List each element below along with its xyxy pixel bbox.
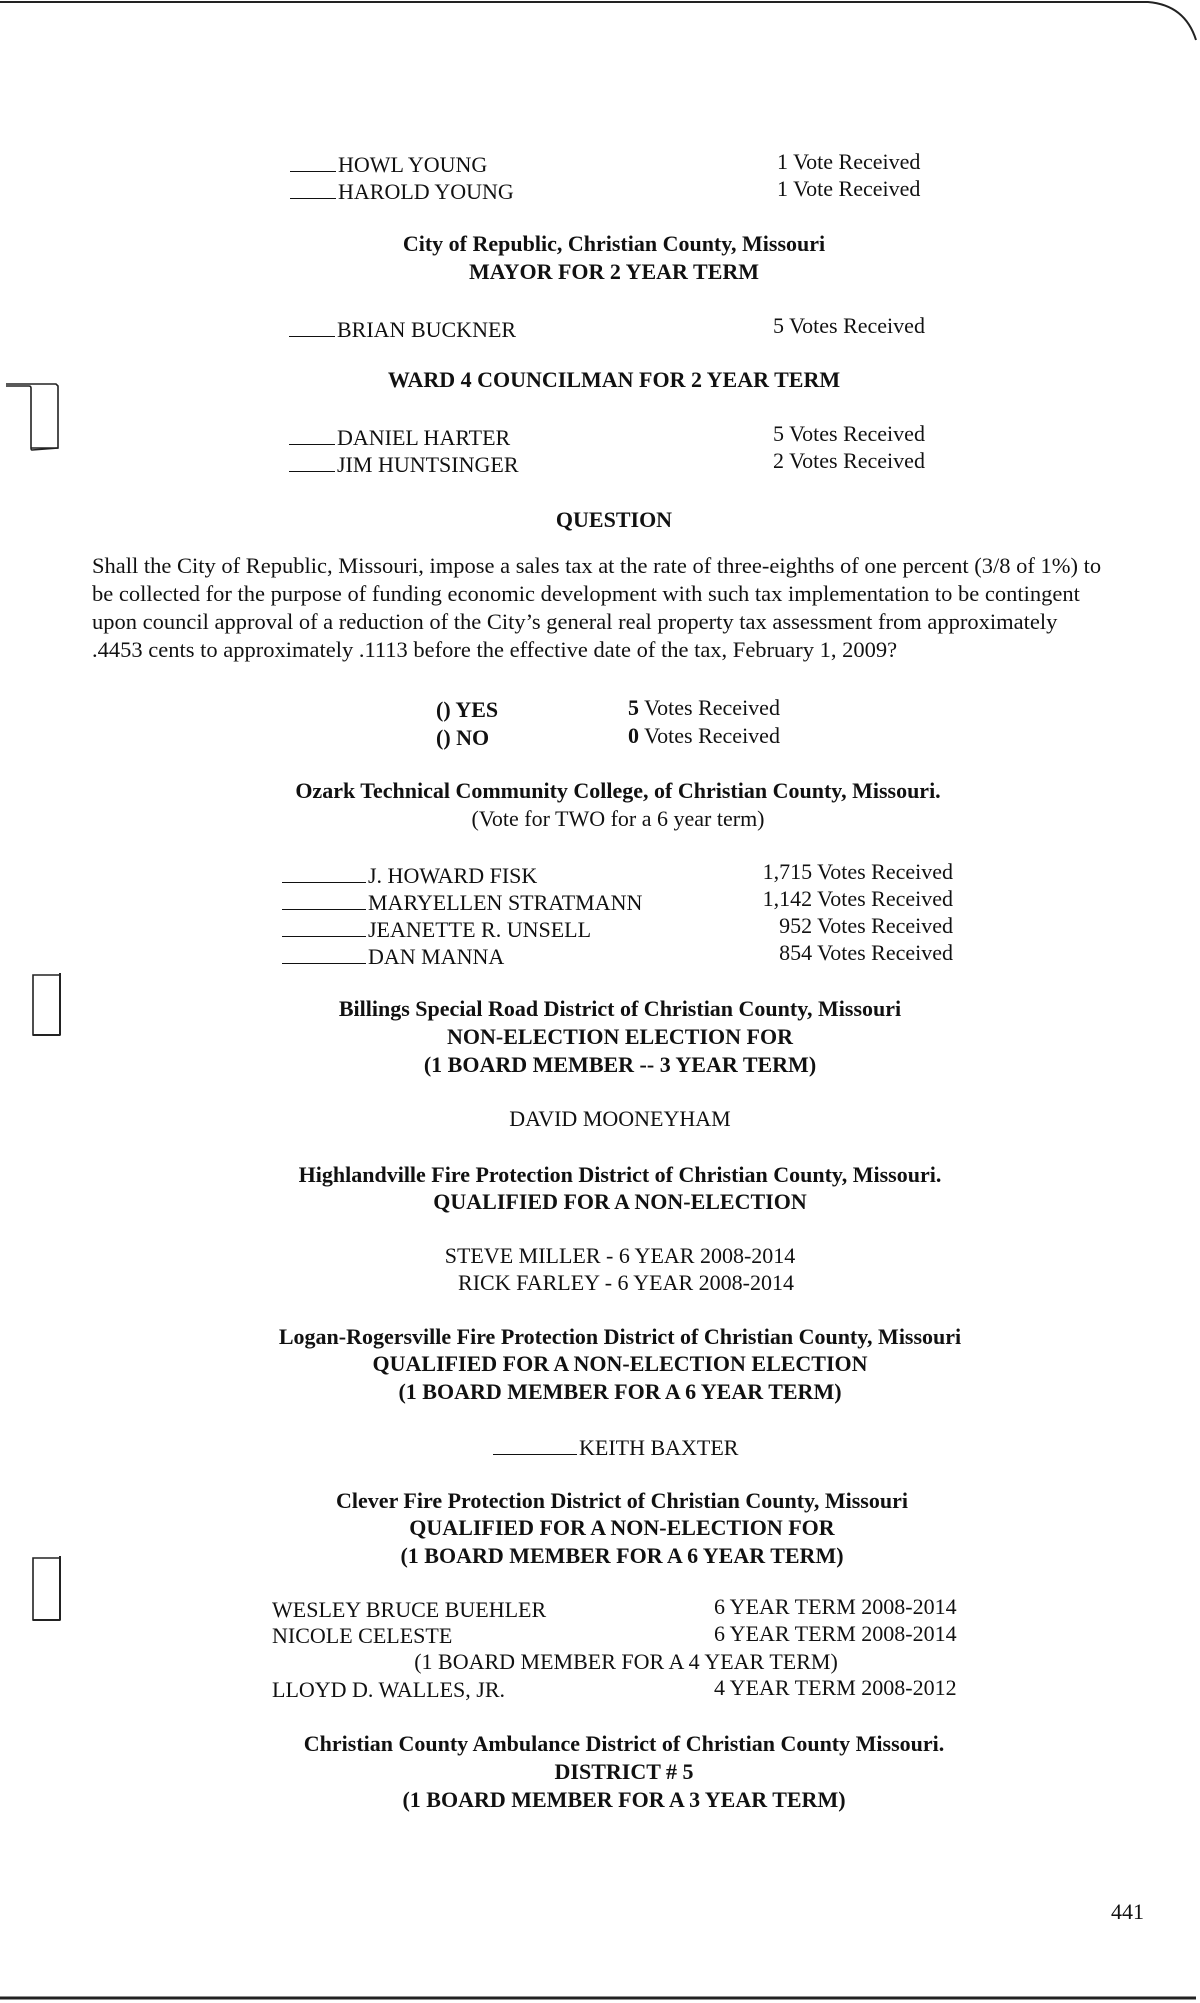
vote-count: 1,715 Votes Received (762, 859, 953, 884)
section-subheading: (1 BOARD MEMBER FOR A 4 YEAR TERM) (414, 1649, 838, 1674)
option-count: 5 (628, 695, 639, 720)
candidate-row (289, 316, 516, 343)
vote-count: 1,142 Votes Received (762, 886, 953, 911)
section-heading: Ozark Technical Community College, of Christian County, Missouri. (295, 778, 941, 803)
member-term: 6 YEAR TERM 2008-2014 (714, 1594, 957, 1619)
blank-line (289, 424, 335, 445)
vote-count: 1 Vote Received (777, 176, 921, 201)
blank-line (289, 451, 335, 472)
section-subheading: (1 BOARD MEMBER -- 3 YEAR TERM) (423, 1052, 817, 1077)
blank-line (289, 316, 335, 337)
section-subheading: QUALIFIED FOR A NON-ELECTION (433, 1189, 807, 1214)
blank-line (290, 151, 336, 172)
candidate-name: KEITH BAXTER (579, 1435, 739, 1460)
blank-line (290, 178, 336, 199)
option-label: () NO (436, 725, 490, 750)
question-text: Shall the City of Republic, Missouri, impose a sales tax at the rate of three-eighths of one percent (3/8 of 1%) to be collected for the purpose of funding economic development with such tax implementation to be contingent upon council approval of a reduction of the City’s general real property tax assessment from approximately .4453 cents to approximately .1113 before the effective date of the tax, February 1, 2009? (92, 553, 1102, 662)
candidate-row (289, 451, 519, 478)
candidate-name: DAN MANNA (368, 944, 505, 969)
candidate-name: MARYELLEN STRATMANN (368, 890, 643, 915)
vote-count: 1 Vote Received (777, 149, 921, 174)
option-votes (628, 695, 780, 721)
option-votes (628, 723, 780, 749)
candidate-row (290, 151, 487, 178)
section-heading: Clever Fire Protection District of Christian County, Missouri (336, 1488, 908, 1513)
section-subheading: MAYOR FOR 2 YEAR TERM (468, 259, 760, 284)
page-number: 441 (1111, 1899, 1144, 1924)
member-name: LLOYD D. WALLES, JR. (272, 1677, 506, 1702)
member-term: 6 YEAR TERM 2008-2014 (714, 1621, 957, 1646)
candidate-name: DAVID MOONEYHAM (509, 1106, 731, 1131)
vote-count: 952 Votes Received (779, 913, 953, 938)
candidate-row (282, 889, 642, 916)
section-heading: Christian County Ambulance District of Christian County Missouri. (303, 1731, 945, 1756)
option-count: 0 (628, 723, 639, 748)
blank-line (493, 1434, 577, 1455)
option-votes-label: Votes Received (644, 723, 780, 748)
section-heading: Highlandville Fire Protection District of Christian County, Missouri. (298, 1162, 942, 1187)
candidate-name: HAROLD YOUNG (338, 179, 514, 204)
punch-hole-3 (33, 1556, 60, 1620)
punch-hole-1 (6, 384, 58, 450)
section-subheading: DISTRICT # 5 (554, 1759, 694, 1784)
section-subheading: (Vote for TWO for a 6 year term) (471, 806, 765, 831)
section-subheading: QUALIFIED FOR A NON-ELECTION ELECTION (372, 1351, 868, 1376)
candidate-name: RICK FARLEY - 6 YEAR 2008-2014 (458, 1270, 794, 1295)
section-subheading: (1 BOARD MEMBER FOR A 3 YEAR TERM) (402, 1787, 846, 1812)
section-heading: City of Republic, Christian County, Missouri (402, 231, 826, 256)
punch-hole-2 (33, 973, 60, 1035)
option-votes-label: Votes Received (644, 695, 780, 720)
candidate-name: BRIAN BUCKNER (337, 317, 517, 342)
section-subheading: QUALIFIED FOR A NON-ELECTION FOR (409, 1515, 835, 1540)
vote-count: 854 Votes Received (779, 940, 953, 965)
candidate-row (493, 1434, 738, 1461)
candidate-name: JEANETTE R. UNSELL (368, 917, 592, 942)
blank-line (282, 916, 366, 937)
candidate-name: J. HOWARD FISK (368, 863, 538, 888)
section-heading: Billings Special Road District of Christian County, Missouri (338, 996, 902, 1021)
member-name: WESLEY BRUCE BUEHLER (272, 1597, 547, 1622)
candidate-row (290, 178, 514, 205)
vote-count: 2 Votes Received (773, 448, 925, 473)
candidate-row (282, 916, 591, 943)
vote-count: 5 Votes Received (773, 421, 925, 446)
candidate-name: DANIEL HARTER (337, 425, 511, 450)
blank-line (282, 943, 366, 964)
section-subheading: WARD 4 COUNCILMAN FOR 2 YEAR TERM (387, 367, 841, 392)
vote-count: 5 Votes Received (773, 313, 925, 338)
candidate-name: JIM HUNTSINGER (337, 452, 519, 477)
member-term: 4 YEAR TERM 2008-2012 (714, 1675, 957, 1700)
candidate-name: HOWL YOUNG (338, 152, 488, 177)
section-subheading: NON-ELECTION ELECTION FOR (447, 1024, 793, 1049)
question-title: QUESTION (555, 507, 673, 532)
candidate-row (282, 943, 504, 970)
candidate-name: STEVE MILLER - 6 YEAR 2008-2014 (444, 1243, 796, 1268)
blank-line (282, 862, 366, 883)
candidate-row (289, 424, 510, 451)
candidate-row (282, 862, 537, 889)
member-name: NICOLE CELESTE (272, 1623, 453, 1648)
section-subheading: (1 BOARD MEMBER FOR A 6 YEAR TERM) (400, 1543, 844, 1568)
blank-line (282, 889, 366, 910)
option-label: () YES (436, 697, 499, 722)
section-subheading: (1 BOARD MEMBER FOR A 6 YEAR TERM) (398, 1379, 842, 1404)
section-heading: Logan-Rogersville Fire Protection District of Christian County, Missouri (278, 1324, 962, 1349)
